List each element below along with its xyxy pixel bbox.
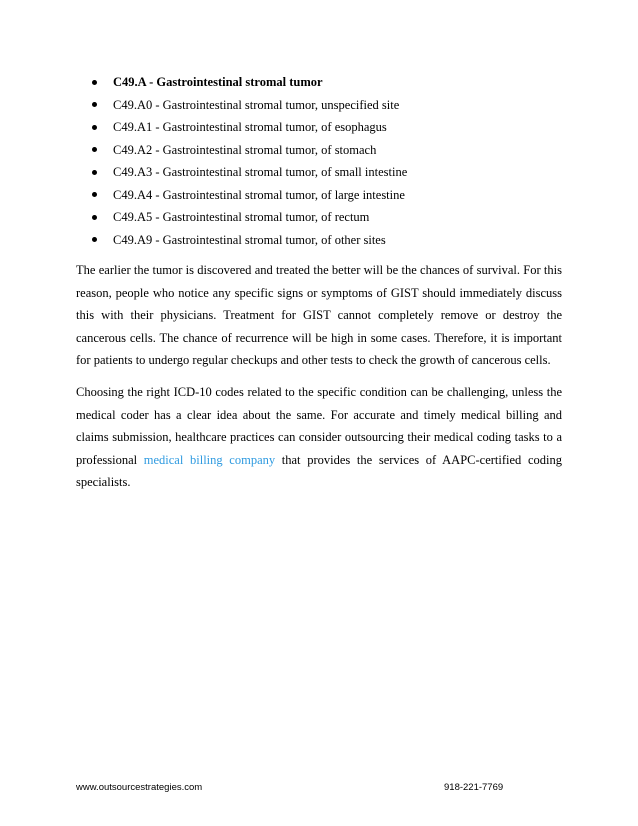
list-item [0,229,638,252]
bullet-icon [92,102,97,107]
list-item-text: C49.A9 - Gastrointestinal stromal tumor, of other sites [113,232,386,247]
bullet-icon [92,170,97,175]
footer-website: www.outsourcestrategies.com [76,782,203,793]
bullet-icon [92,192,97,197]
bullet-icon [92,125,97,130]
list-item [0,206,638,229]
list-item [0,116,638,139]
bullet-icon [92,215,97,220]
footer-phone: 918-221-7769 [444,782,504,793]
medical-billing-company-link[interactable]: medical billing company [143,452,276,467]
list-item [0,184,638,207]
list-item-text: C49.A4 - Gastrointestinal stromal tumor, of large intestine [113,187,405,202]
list-item [0,139,638,162]
paragraph-coding [76,381,562,494]
paragraph-text-after-link: that provides the services of AAPC-certified coding specialists. [76,452,562,489]
list-item-text: C49.A0 - Gastrointestinal stromal tumor, unspecified site [113,97,400,112]
list-item-text: C49.A5 - Gastrointestinal stromal tumor, of rectum [113,210,370,224]
list-item [0,161,638,184]
list-item-text: C49.A2 - Gastrointestinal stromal tumor, of stomach [113,142,377,157]
paragraph-text-before-link: Choosing the right ICD-10 codes related to the specific condition can be challenging, unless the medical coder has a clear idea about the same. For accurate and timely medical billing and claims submission, healthcare practices can consider outsourcing their medical coding tasks to a professional [76,385,562,467]
list-item-text: C49.A1 - Gastrointestinal stromal tumor, of esophagus [113,120,387,134]
bullet-icon [92,147,97,152]
icd-code-list [0,71,638,251]
bullet-icon [92,80,97,85]
list-item [0,71,638,94]
list-item-text: C49.A3 - Gastrointestinal stromal tumor, of small intestine [113,165,408,179]
list-item-text: C49.A - Gastrointestinal stromal tumor [113,75,323,89]
paragraph-survival: The earlier the tumor is discovered and treated the better will be the chances of survival. For this reason, people who notice any specific signs or symptoms of GIST should immediately discuss this with their physicians. Treatment for GIST cannot completely remove or destroy the cancerous cells. The chance of recurrence will be high in some cases. Therefore, it is important for patients to undergo regular checkups and other tests to check the growth of cancerous cells. [76,263,562,367]
list-item [0,94,638,117]
bullet-icon [92,237,97,242]
